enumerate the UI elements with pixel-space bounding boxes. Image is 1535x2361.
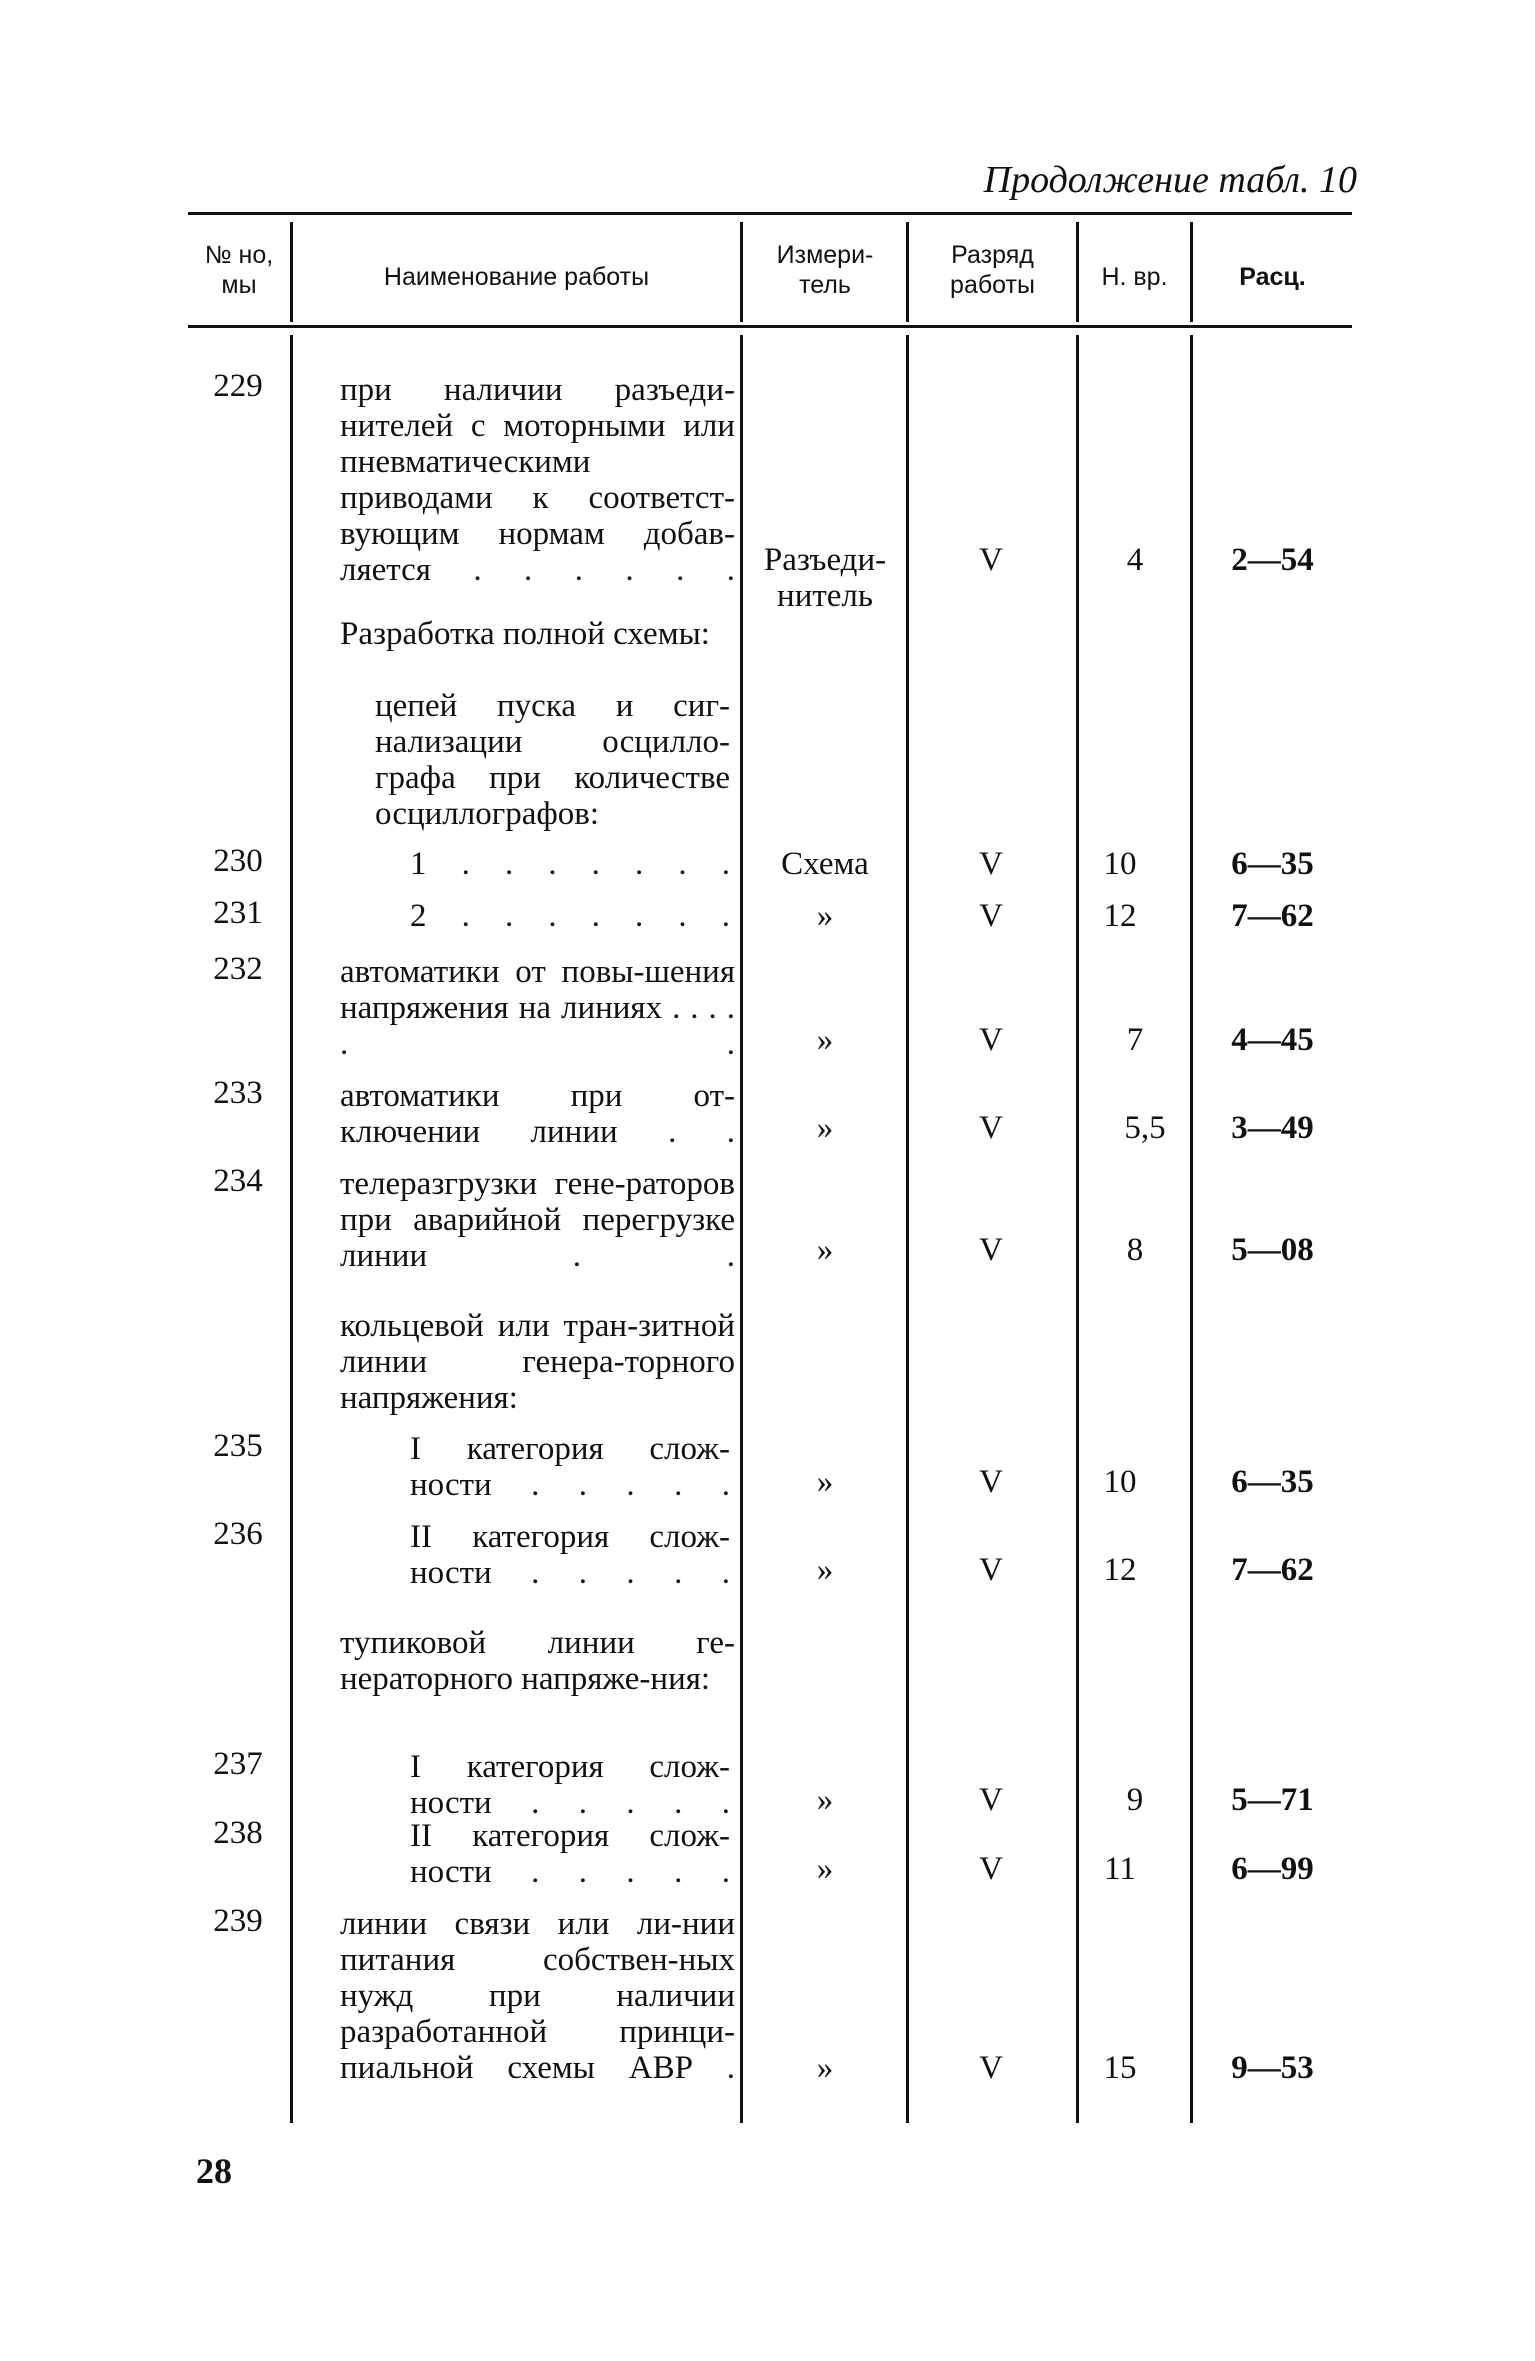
section-heading: Разработка полной схемы: <box>340 616 710 652</box>
column-divider <box>1190 335 1193 2123</box>
unit-cell: » <box>816 1232 834 1268</box>
time-norm-cell: 12 <box>1103 1552 1137 1588</box>
work-description: при наличии разъеди-нителей с моторными или пневматическими приводами к соответст-вующим нормам добав-ляется . . . . . . <box>340 372 735 588</box>
column-divider <box>906 335 909 2123</box>
header-number: № но, мы <box>204 241 274 299</box>
header-time-norm: Н. вр. <box>1101 263 1168 291</box>
rate-cell: 6—35 <box>1231 846 1314 882</box>
row-number: 237 <box>213 1746 263 1782</box>
work-description: цепей пуска и сиг-нализации осцилло-графа при количестве осциллографов: <box>375 688 730 832</box>
work-description: телеразгрузки гене-раторов при аварийной перегрузке линии . . <box>340 1166 735 1274</box>
grade-cell: V <box>979 1782 1003 1818</box>
header-rate: Расц. <box>1239 263 1306 291</box>
row-number: 230 <box>213 843 263 879</box>
rate-cell: 5—71 <box>1231 1782 1314 1818</box>
rate-cell: 5—08 <box>1231 1232 1314 1268</box>
unit-cell: » <box>816 1552 834 1588</box>
time-norm-cell: 10 <box>1103 1464 1137 1500</box>
unit-cell: Схема <box>781 846 869 882</box>
unit-cell: » <box>816 1022 834 1058</box>
unit-cell: » <box>816 898 834 934</box>
grade-cell: V <box>979 898 1003 934</box>
unit-cell: » <box>816 2050 834 2086</box>
grade-cell: V <box>979 2050 1003 2086</box>
header-grade: Разряд работы <box>950 241 1035 299</box>
time-norm-cell: 5,5 <box>1124 1110 1166 1146</box>
grade-cell: V <box>979 1022 1003 1058</box>
work-description: линии связи или ли-нии питания собствен-ных нужд при наличии разработанной принци-пиальной схемы АВР . <box>340 1906 735 2086</box>
row-number: 236 <box>213 1516 263 1552</box>
row-number: 233 <box>213 1075 263 1111</box>
work-description: автоматики при от-ключении линии . . <box>340 1078 735 1150</box>
time-norm-cell: 15 <box>1103 2050 1137 2086</box>
rate-cell: 7—62 <box>1231 1552 1314 1588</box>
work-description: 1 . . . . . . . <box>410 846 730 882</box>
unit-cell: » <box>816 1782 834 1818</box>
work-description: II категория слож-ности . . . . . <box>410 1818 730 1890</box>
table-caption: Продолжение табл. 10 <box>983 159 1357 201</box>
rate-cell: 4—45 <box>1231 1022 1314 1058</box>
time-norm-cell: 10 <box>1103 846 1137 882</box>
row-number: 232 <box>213 951 263 987</box>
rate-cell: 7—62 <box>1231 898 1314 934</box>
grade-cell: V <box>979 846 1003 882</box>
header-top-rule <box>188 212 1352 215</box>
time-norm-cell: 11 <box>1104 1851 1136 1887</box>
grade-cell: V <box>979 1110 1003 1146</box>
unit-cell: » <box>816 1464 834 1500</box>
rate-cell: 3—49 <box>1231 1110 1314 1146</box>
page-number: 28 <box>196 2151 232 2191</box>
work-description: 2 . . . . . . . <box>410 898 730 934</box>
row-number: 238 <box>213 1815 263 1851</box>
column-divider <box>1076 335 1079 2123</box>
grade-cell: V <box>979 1851 1003 1887</box>
time-norm-cell: 9 <box>1126 1782 1144 1818</box>
time-norm-cell: 12 <box>1103 898 1137 934</box>
rate-cell: 6—99 <box>1231 1851 1314 1887</box>
grade-cell: V <box>979 1232 1003 1268</box>
header-bottom-rule <box>188 325 1352 328</box>
column-divider <box>906 222 909 322</box>
column-divider <box>290 335 293 2123</box>
row-number: 239 <box>213 1903 263 1939</box>
grade-cell: V <box>979 1464 1003 1500</box>
row-number: 234 <box>213 1163 263 1199</box>
work-description: I категория слож-ности . . . . . <box>410 1749 730 1821</box>
row-number: 235 <box>213 1428 263 1464</box>
time-norm-cell: 8 <box>1126 1232 1144 1268</box>
rate-cell: 6—35 <box>1231 1464 1314 1500</box>
unit-cell: Разъеди-нитель <box>763 542 887 614</box>
column-divider <box>740 222 743 322</box>
section-heading: тупиковой линии ге-нераторного напряже-ния: <box>340 1625 735 1697</box>
work-description: автоматики от повы-шения напряжения на линиях . . . . . . <box>340 954 735 1062</box>
unit-cell: » <box>816 1110 834 1146</box>
grade-cell: V <box>979 542 1003 578</box>
rate-cell: 9—53 <box>1231 2050 1314 2086</box>
row-number: 231 <box>213 895 263 931</box>
section-heading: кольцевой или тран-зитной линии генера-торного напряжения: <box>340 1308 735 1416</box>
column-divider <box>740 335 743 2123</box>
unit-cell: » <box>816 1851 834 1887</box>
grade-cell: V <box>979 1552 1003 1588</box>
header-work-name: Наименование работы <box>383 263 650 291</box>
rate-cell: 2—54 <box>1231 542 1314 578</box>
time-norm-cell: 4 <box>1126 542 1144 578</box>
work-description: II категория слож-ности . . . . . <box>410 1519 730 1591</box>
row-number: 229 <box>213 368 263 404</box>
work-description: I категория слож-ности . . . . . <box>410 1431 730 1503</box>
time-norm-cell: 7 <box>1126 1022 1144 1058</box>
header-unit: Измери-тель <box>776 241 874 299</box>
